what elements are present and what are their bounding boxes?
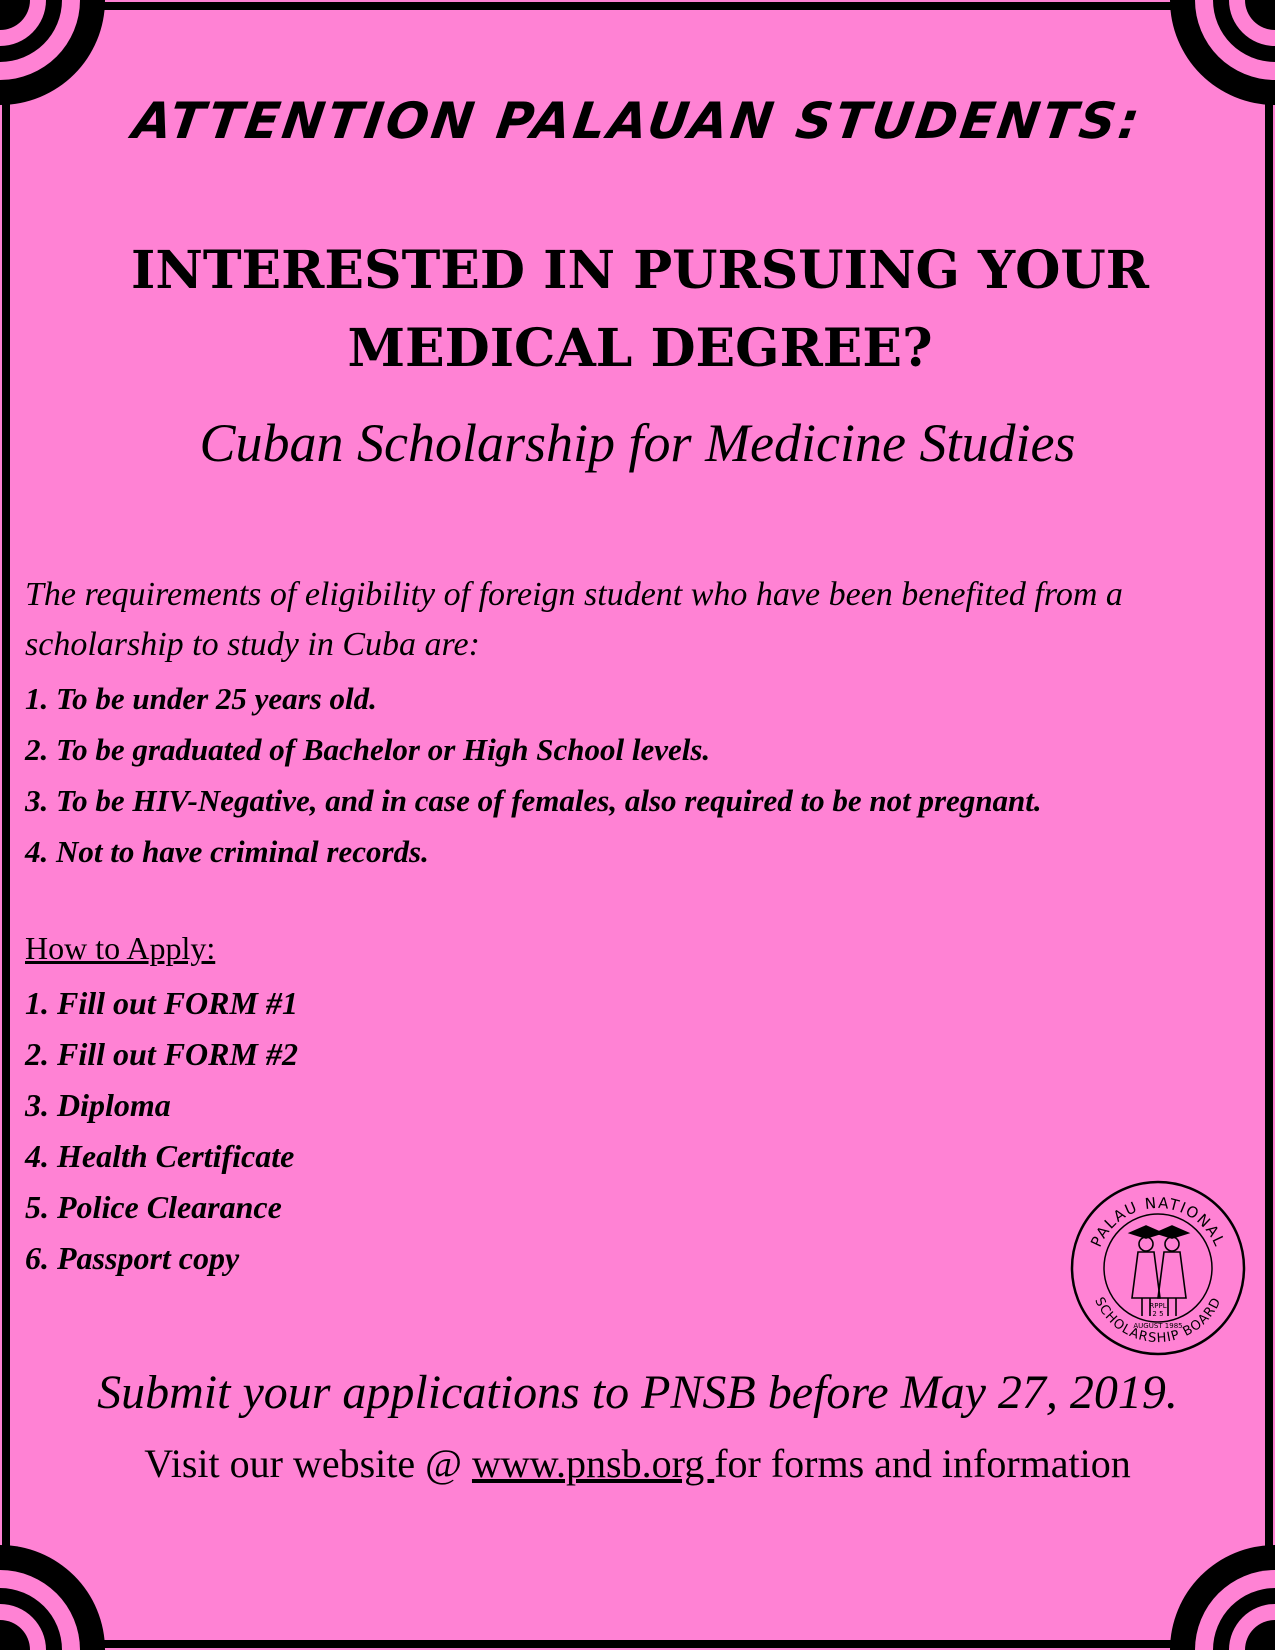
requirement-item: 1. To be under 25 years old. bbox=[25, 681, 377, 716]
apply-step: 3. Diploma bbox=[25, 1087, 171, 1123]
seal-bottom-text: SCHOLARSHIP BOARD bbox=[1091, 1294, 1225, 1347]
svg-text:PALAU NATIONAL bbox=[1087, 1194, 1229, 1250]
website-link[interactable]: www.pnsb.org bbox=[471, 1441, 715, 1486]
apply-step: 1. Fill out FORM #1 bbox=[25, 985, 298, 1021]
website-line bbox=[0, 1440, 1275, 1487]
website-prefix: Visit our website @ bbox=[144, 1441, 472, 1486]
website-suffix: for forms and information bbox=[714, 1441, 1131, 1486]
seal-badge: RPPL bbox=[1149, 1302, 1167, 1310]
apply-step: 6. Passport copy bbox=[25, 1240, 240, 1276]
headline: INTERESTED IN PURSUING YOUR MEDICAL DEGREE? bbox=[131, 240, 1149, 379]
eligibility-intro: The requirements of eligibility of foreign student who have been benefited from a scholarship to study in Cuba are: bbox=[25, 576, 1123, 663]
requirement-item: 4. Not to have criminal records. bbox=[25, 834, 429, 869]
apply-step: 5. Police Clearance bbox=[25, 1189, 282, 1225]
requirements-list bbox=[25, 673, 1265, 877]
apply-step: 2. Fill out FORM #2 bbox=[25, 1036, 298, 1072]
seal-top-text: PALAU NATIONAL bbox=[1087, 1193, 1229, 1250]
deadline-notice: Submit your applications to PNSB before May 27, 2019. bbox=[97, 1366, 1178, 1419]
seal-date: AUGUST 1985 bbox=[1133, 1322, 1183, 1330]
flyer-title: ATTENTION PALAUAN STUDENTS: bbox=[129, 92, 1146, 150]
corner-ornament-top-left bbox=[0, 0, 105, 105]
corner-ornament-top-right bbox=[1170, 0, 1275, 105]
corner-ornament-bottom-left bbox=[0, 1545, 105, 1650]
pnsb-seal-logo bbox=[1068, 1178, 1248, 1358]
requirement-item: 2. To be graduated of Bachelor or High School levels. bbox=[25, 732, 711, 767]
subheading: Cuban Scholarship for Medicine Studies bbox=[199, 413, 1076, 473]
requirement-item: 3. To be HIV-Negative, and in case of females, also required to be not pregnant. bbox=[25, 783, 1042, 818]
corner-ornament-bottom-right bbox=[1170, 1545, 1275, 1650]
how-to-apply-heading: How to Apply: bbox=[25, 930, 216, 966]
apply-step: 4. Health Certificate bbox=[25, 1138, 295, 1174]
apply-steps-list bbox=[25, 978, 725, 1284]
seal-badge-number: 2 5 bbox=[1152, 1310, 1164, 1318]
